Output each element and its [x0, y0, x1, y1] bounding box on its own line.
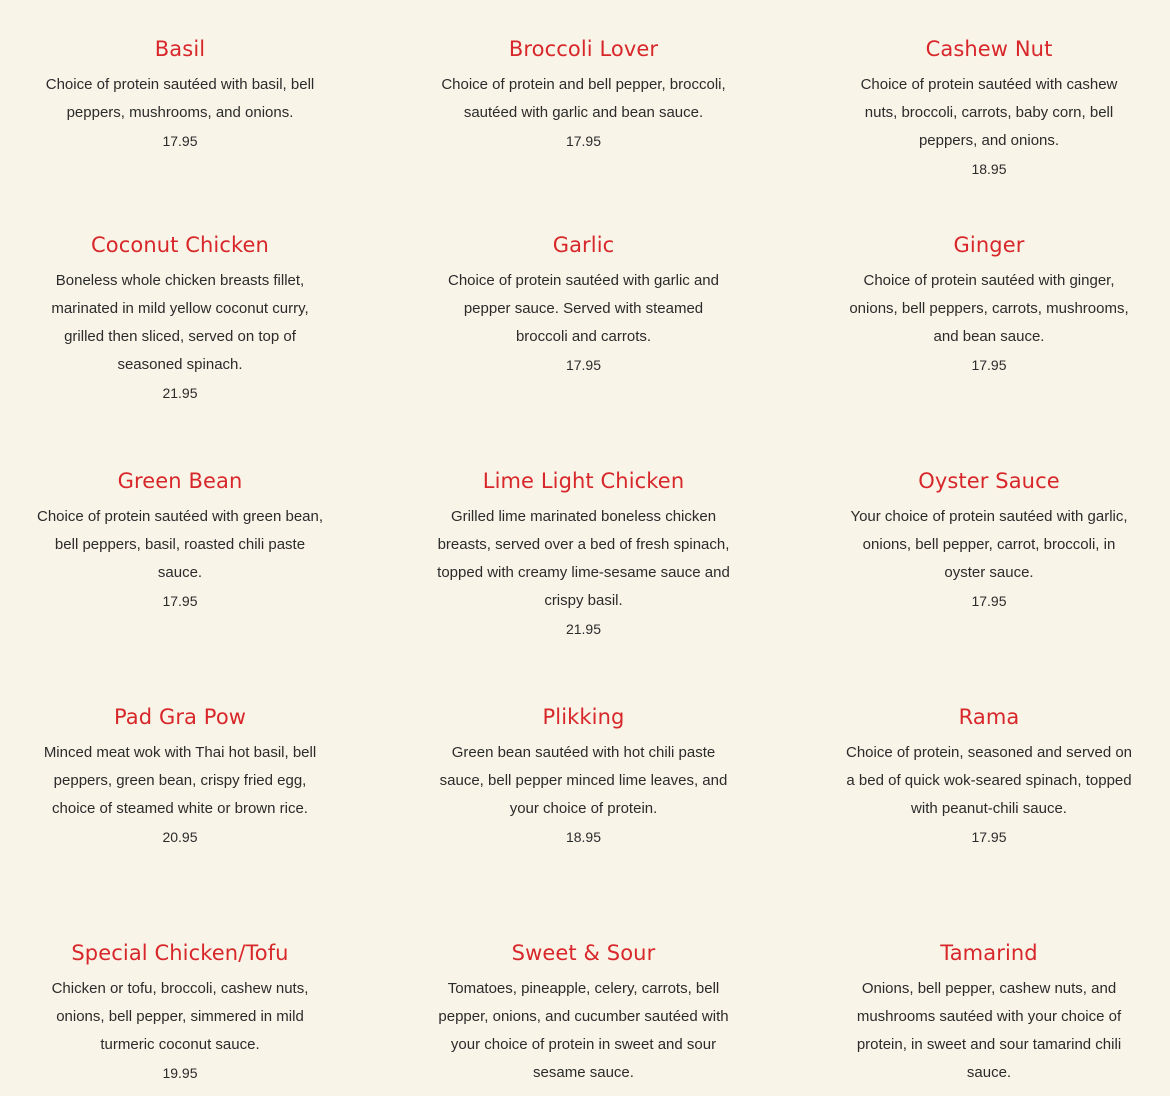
item-description: Choice of protein sautéed with ginger, onions, bell peppers, carrots, mushrooms, and bean sauce. [849, 272, 1129, 345]
item-description: Choice of protein, seasoned and served on a bed of quick wok-seared spinach, topped with peanut-chili sauce. [845, 744, 1133, 817]
menu-item-coconut-chicken [30, 231, 330, 407]
item-description: Boneless whole chicken breasts fillet, marinated in mild yellow coconut curry, grilled then sliced, served on top of seasoned spinach. [51, 272, 309, 373]
item-price: 17.95 [971, 593, 1007, 609]
item-description: Chicken or tofu, broccoli, cashew nuts, onions, bell pepper, simmered in mild turmeric coconut sauce. [51, 980, 309, 1053]
item-name: Sweet & Sour [511, 941, 656, 965]
menu-item-ginger [839, 231, 1139, 379]
menu-item-basil [30, 35, 330, 155]
item-description: Choice of protein sautéed with garlic and pepper sauce. Served with steamed broccoli and carrots. [448, 272, 719, 345]
item-price: 18.95 [565, 829, 602, 845]
item-description: Green bean sautéed with hot chili paste sauce, bell pepper minced lime leaves, and your choice of protein. [439, 744, 728, 817]
item-description: Your choice of protein sautéed with garlic, onions, bell pepper, carrot, broccoli, in oyster sauce. [850, 508, 1128, 581]
menu-item-pad-gra-pow [30, 703, 330, 851]
item-description: Choice of protein sautéed with cashew nuts, broccoli, carrots, baby corn, bell peppers, and onions. [860, 76, 1118, 149]
item-name: Garlic [552, 233, 615, 257]
item-price: 17.95 [162, 593, 198, 609]
item-price: 19.95 [162, 1065, 198, 1081]
item-name: Pad Gra Pow [113, 705, 247, 729]
menu-item-green-bean [30, 467, 330, 615]
item-description: Choice of protein and bell pepper, broccoli, sautéed with garlic and bean sauce. [441, 76, 726, 121]
item-description: Grilled lime marinated boneless chicken breasts, served over a bed of fresh spinach, topped with creamy lime-sesame sauce and crispy basil. [437, 508, 730, 609]
item-description: Minced meat wok with Thai hot basil, bell peppers, green bean, crispy fried egg, choice of steamed white or brown rice. [43, 744, 317, 817]
menu-item-plikking [433, 703, 734, 851]
menu-item-sweet-and-sour [433, 939, 734, 1087]
item-price: 21.95 [162, 385, 198, 401]
menu-item-broccoli-lover [433, 35, 734, 155]
item-name: Green Bean [117, 469, 243, 493]
item-price: 17.95 [162, 133, 198, 149]
item-name: Cashew Nut [925, 37, 1053, 61]
menu-item-cashew-nut [839, 35, 1139, 183]
item-name: Broccoli Lover [508, 37, 659, 61]
menu-item-oyster-sauce [839, 467, 1139, 615]
menu-item-tamarind [839, 939, 1139, 1087]
menu-item-rama [839, 703, 1139, 851]
item-price: 17.95 [565, 133, 602, 149]
item-price: 17.95 [971, 829, 1007, 845]
item-price: 21.95 [565, 621, 602, 637]
item-name: Rama [958, 705, 1020, 729]
item-name: Coconut Chicken [91, 233, 269, 257]
item-description: Tomatoes, pineapple, celery, carrots, bell pepper, onions, and cucumber sautéed with your choice of protein in sweet and sour sesame sauce. [438, 980, 729, 1081]
item-name: Plikking [542, 705, 625, 729]
item-name: Lime Light Chicken [482, 469, 685, 493]
item-name: Basil [154, 37, 206, 61]
menu-item-garlic [433, 231, 734, 379]
item-description: Onions, bell pepper, cashew nuts, and mushrooms sautéed with your choice of protein, in sweet and sour tamarind chili sauce. [856, 980, 1122, 1081]
menu-item-lime-light-chicken [433, 467, 734, 643]
item-price: 17.95 [971, 357, 1007, 373]
menu-item-special-chicken-tofu [30, 939, 330, 1087]
item-description: Choice of protein sautéed with green bean, bell peppers, basil, roasted chili paste sauce. [36, 508, 324, 581]
item-name: Special Chicken/Tofu [71, 941, 289, 965]
item-name: Tamarind [940, 941, 1038, 965]
item-name: Oyster Sauce [918, 469, 1060, 493]
item-price: 18.95 [971, 161, 1007, 177]
item-name: Ginger [953, 233, 1025, 257]
item-description: Choice of protein sautéed with basil, bell peppers, mushrooms, and onions. [45, 76, 315, 121]
item-price: 17.95 [565, 357, 602, 373]
item-price: 20.95 [162, 829, 198, 845]
